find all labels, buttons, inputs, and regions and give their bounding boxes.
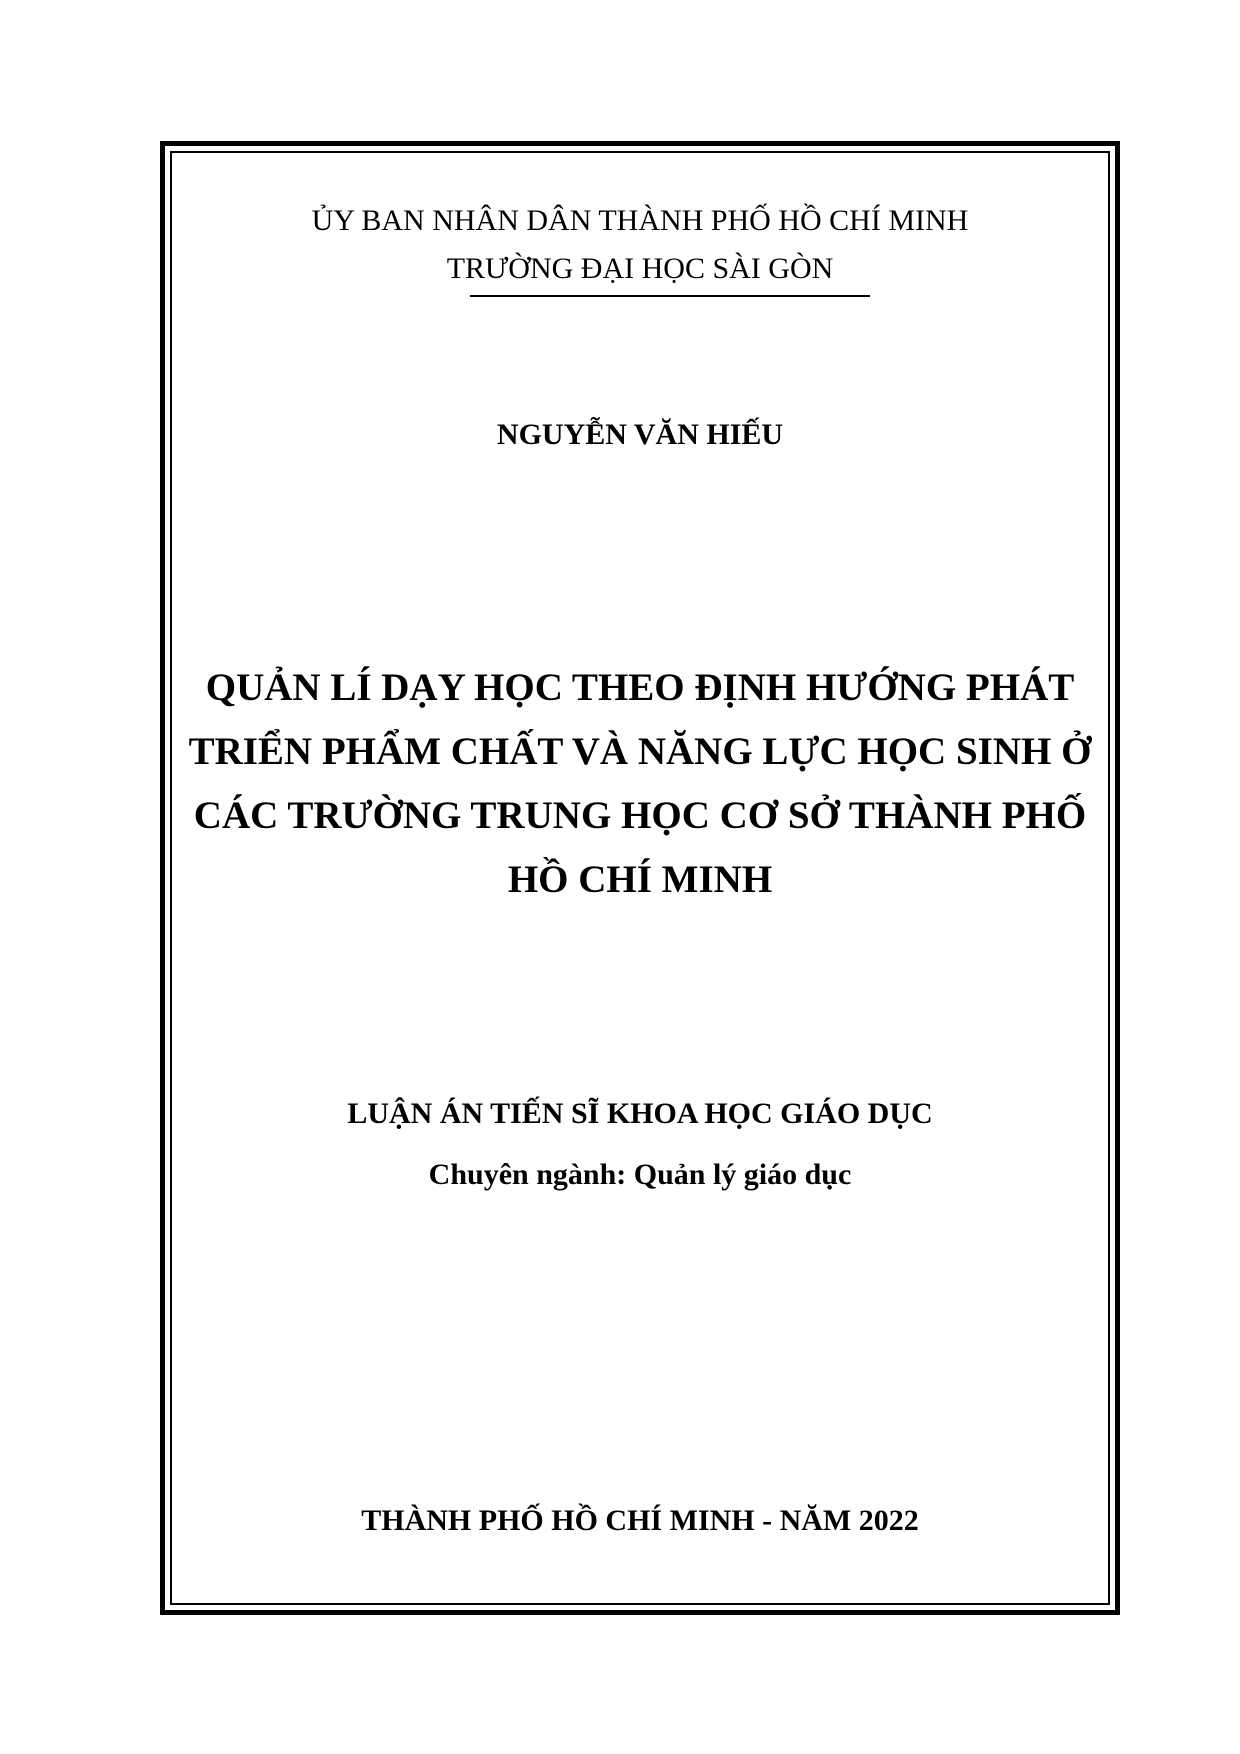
thesis-title-line: HỒ CHÍ MINH xyxy=(507,858,773,901)
university-underline xyxy=(470,295,870,297)
thesis-title-line: QUẢN LÍ DẠY HỌC THEO ĐỊNH HƯỚNG PHÁT xyxy=(205,666,1075,709)
place-and-year: THÀNH PHỐ HỒ CHÍ MINH - NĂM 2022 xyxy=(361,1504,919,1537)
thesis-title-line: TRIỂN PHẨM CHẤT VÀ NĂNG LỰC HỌC SINH Ở xyxy=(188,730,1092,773)
thesis-title-line: CÁC TRƯỜNG TRUNG HỌC CƠ SỞ THÀNH PHỐ xyxy=(193,794,1087,837)
committee-heading: ỦY BAN NHÂN DÂN THÀNH PHỐ HỒ CHÍ MINH xyxy=(311,204,969,237)
university-heading xyxy=(170,252,1110,286)
specialty-label: Chuyên ngành: Quản lý giáo dục xyxy=(428,1158,852,1191)
degree-label: LUẬN ÁN TIẾN SĨ KHOA HỌC GIÁO DỤC xyxy=(347,1097,933,1130)
university-name: TRƯỜNG ĐẠI HỌC SÀI GÒN xyxy=(446,252,834,285)
thesis-title xyxy=(170,656,1110,912)
author-name: NGUYỄN VĂN HIẾU xyxy=(496,418,784,451)
